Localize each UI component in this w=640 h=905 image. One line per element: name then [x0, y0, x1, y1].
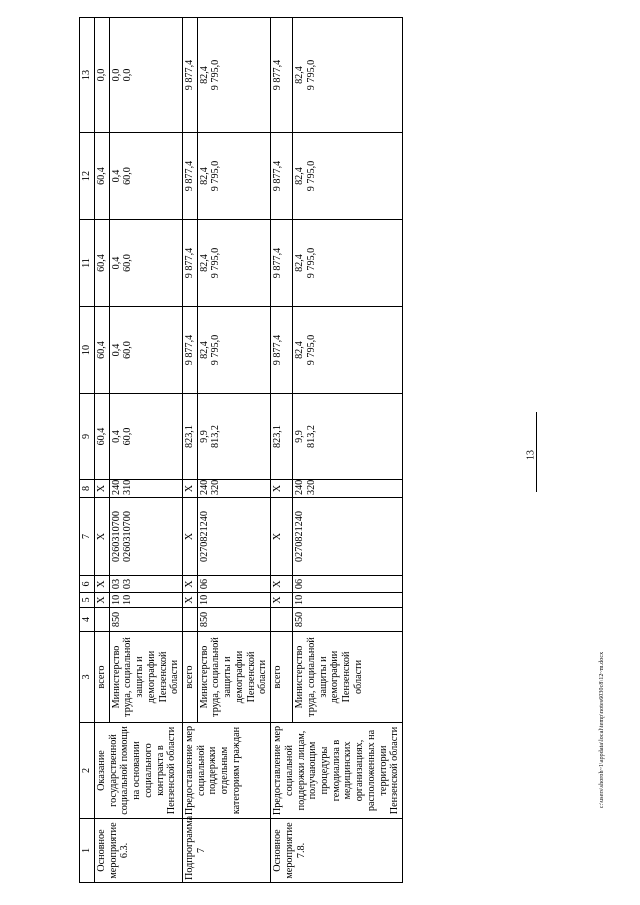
rz-cell: 10 10 [109, 593, 182, 608]
header-cell: 7 [80, 498, 95, 576]
header-cell: 13 [80, 18, 95, 133]
rz-cell: Х [271, 593, 293, 608]
separator-line [536, 412, 537, 492]
header-cell: 1 [80, 819, 95, 883]
executor-cell: Министерство труда, социальной защиты и демографии Пензенской области [109, 632, 182, 723]
footer-file-path: c:\users\shoroh~1\appdata\local\temp\notes6030c8\12~m.docx [599, 651, 605, 809]
amount-cell: 9 877,4 [271, 133, 293, 220]
amount-cell: 82,4 9 795,0 [197, 133, 270, 220]
pr-cell: Х [271, 576, 293, 593]
program-code-cell: Основное мероприятие 6.3. [95, 819, 183, 883]
pr-cell: 06 [197, 576, 270, 593]
amount-cell: 0,4 60,0 [109, 394, 182, 480]
header-cell: 12 [80, 133, 95, 220]
grbs-cell [271, 608, 293, 632]
program-name-cell: Предоставление мер социальной поддержки лицам, получающим процедуры гемодиализа в медицинских организациях, расположенных на территории Пензенской области [271, 723, 403, 819]
csr-cell: Х [183, 498, 198, 576]
executor-cell: всего [95, 632, 110, 723]
amount-cell: 823,1 [183, 394, 198, 480]
csr-cell: Х [95, 498, 110, 576]
header-row [80, 18, 95, 883]
header-cell: 3 [80, 632, 95, 723]
amount-cell: 60,4 [95, 394, 110, 480]
rz-cell: 10 [197, 593, 270, 608]
amount-cell: 9,9 813,2 [197, 394, 270, 480]
rz-cell: Х [95, 593, 110, 608]
grbs-cell: 850 [293, 608, 403, 632]
amount-cell: 82,4 9 795,0 [293, 307, 403, 394]
header-cell: 10 [80, 307, 95, 394]
vr-cell: 240 320 [197, 480, 270, 498]
amount-cell: 9 877,4 [183, 220, 198, 307]
amount-cell: 0,0 0,0 [109, 18, 182, 133]
pr-cell: Х [95, 576, 110, 593]
header-cell: 11 [80, 220, 95, 307]
pr-cell: 06 [293, 576, 403, 593]
amount-cell: 60,4 [95, 307, 110, 394]
grbs-cell [183, 608, 198, 632]
amount-cell: 82,4 9 795,0 [293, 18, 403, 133]
csr-cell: 0270821240 [197, 498, 270, 576]
rz-cell: Х [183, 593, 198, 608]
amount-cell: 0,0 [95, 18, 110, 133]
header-cell: 2 [80, 723, 95, 819]
amount-cell: 0,4 60,0 [109, 220, 182, 307]
budget-table [79, 17, 403, 883]
amount-cell: 9 877,4 [271, 18, 293, 133]
header-cell: 5 [80, 593, 95, 608]
header-cell: 9 [80, 394, 95, 480]
grbs-cell: 850 [109, 608, 182, 632]
amount-cell: 9 877,4 [183, 18, 198, 133]
program-name-cell: Предоставление мер социальной поддержки отдельным категориям граждан [183, 723, 271, 819]
amount-cell: 9 877,4 [271, 220, 293, 307]
grbs-cell [95, 608, 110, 632]
executor-cell: Министерство труда, социальной защиты и демографии Пензенской области [197, 632, 270, 723]
amount-cell: 9,9 813,2 [293, 394, 403, 480]
header-cell: 4 [80, 608, 95, 632]
page-number: 13 [525, 450, 537, 460]
amount-cell: 9 877,4 [271, 307, 293, 394]
grbs-cell: 850 [197, 608, 270, 632]
csr-cell: 0260310700 0260310700 [109, 498, 182, 576]
csr-cell: 0270821240 [293, 498, 403, 576]
amount-cell: 823,1 [271, 394, 293, 480]
executor-cell: всего [271, 632, 293, 723]
executor-cell: всего [183, 632, 198, 723]
vr-cell: Х [95, 480, 110, 498]
amount-cell: 82,4 9 795,0 [197, 307, 270, 394]
pr-cell: 03 03 [109, 576, 182, 593]
vr-cell: Х [183, 480, 198, 498]
amount-cell: 0,4 60,0 [109, 133, 182, 220]
program-name-cell: Оказание государственной социальной помощи на основании социального контракта в Пензенской области [95, 723, 183, 819]
amount-cell: 9 877,4 [183, 307, 198, 394]
amount-cell: 0,4 60,0 [109, 307, 182, 394]
vr-cell: 240 310 [109, 480, 182, 498]
program-code-cell: Подпрограмма 7 [183, 819, 271, 883]
amount-cell: 82,4 9 795,0 [197, 18, 270, 133]
vr-cell: Х [271, 480, 293, 498]
table-row-total [183, 18, 198, 883]
vr-cell: 240 320 [293, 480, 403, 498]
amount-cell: 60,4 [95, 220, 110, 307]
header-cell: 8 [80, 480, 95, 498]
table-row-total [95, 18, 110, 883]
executor-cell: Министерство труда, социальной защиты и демографии Пензенской области [293, 632, 403, 723]
amount-cell: 9 877,4 [183, 133, 198, 220]
rz-cell: 10 [293, 593, 403, 608]
amount-cell: 82,4 9 795,0 [197, 220, 270, 307]
program-code-cell: Основное мероприятие 7.8. [271, 819, 403, 883]
amount-cell: 82,4 9 795,0 [293, 133, 403, 220]
amount-cell: 82,4 9 795,0 [293, 220, 403, 307]
amount-cell: 60,4 [95, 133, 110, 220]
table-row-total [271, 18, 293, 883]
header-cell: 6 [80, 576, 95, 593]
rotated-table-container [79, 18, 400, 883]
csr-cell: Х [271, 498, 293, 576]
pr-cell: Х [183, 576, 198, 593]
